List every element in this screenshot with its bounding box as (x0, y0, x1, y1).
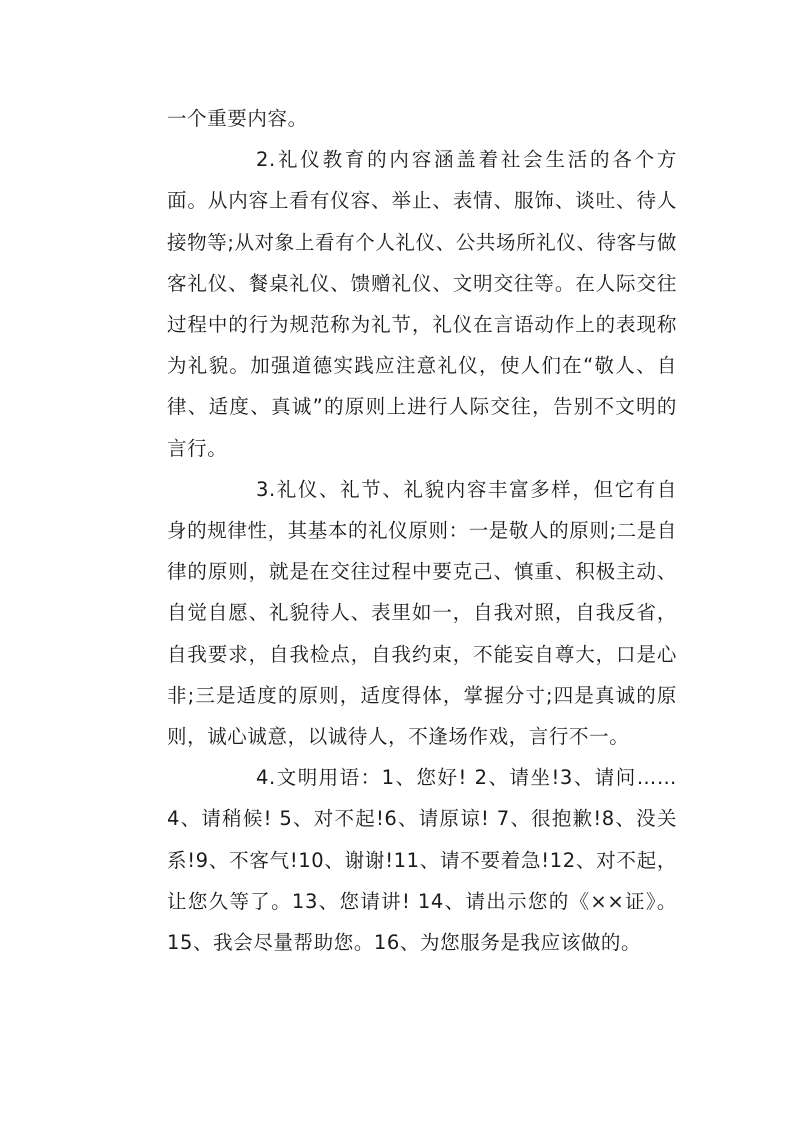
paragraph-etiquette-content: 2.礼仪教育的内容涵盖着社会生活的各个方面。从内容上看有仪容、举止、表情、服饰、谈吐、待人接物等;从对象上看有个人礼仪、公共场所礼仪、待客与做客礼仪、餐桌礼仪、馈赠礼仪、文明交往等。在人际交往过程中的行为规范称为礼节，礼仪在言语动作上的表现称为礼貌。加强道德实践应注意礼仪，使人们在“敬人、自律、适度、真诚”的原则上进行人际交往，告别不文明的言行。 (167, 148, 677, 460)
paragraph-continuation: 一个重要内容。 (167, 107, 308, 130)
paragraph-etiquette-principles: 3.礼仪、礼节、礼貌内容丰富多样，但它有自身的规律性，其基本的礼仪原则：一是敬人的原则;二是自律的原则，就是在交往过程中要克己、慎重、积极主动、自觉自愿、礼貌待人、表里如一，自我对照，自我反省，自我要求，自我检点，自我约束，不能妄自尊大，口是心非;三是适度的原则，适度得体，掌握分寸;四是真诚的原则，诚心诚意，以诚待人，不逢场作戏，言行不一。 (167, 477, 677, 749)
paragraph-polite-phrases: 4.文明用语：1、您好! 2、请坐!3、请问……4、请稍候! 5、对不起!6、请原谅! 7、很抱歉!8、没关系!9、不客气!10、谢谢!11、请不要着急!12、对不起，让您久等了。13、您请讲! 14、请出示您的《××证》。15、我会尽量帮助您。16、为您服务是我应该做的。 (167, 766, 677, 955)
document-body (167, 98, 677, 963)
